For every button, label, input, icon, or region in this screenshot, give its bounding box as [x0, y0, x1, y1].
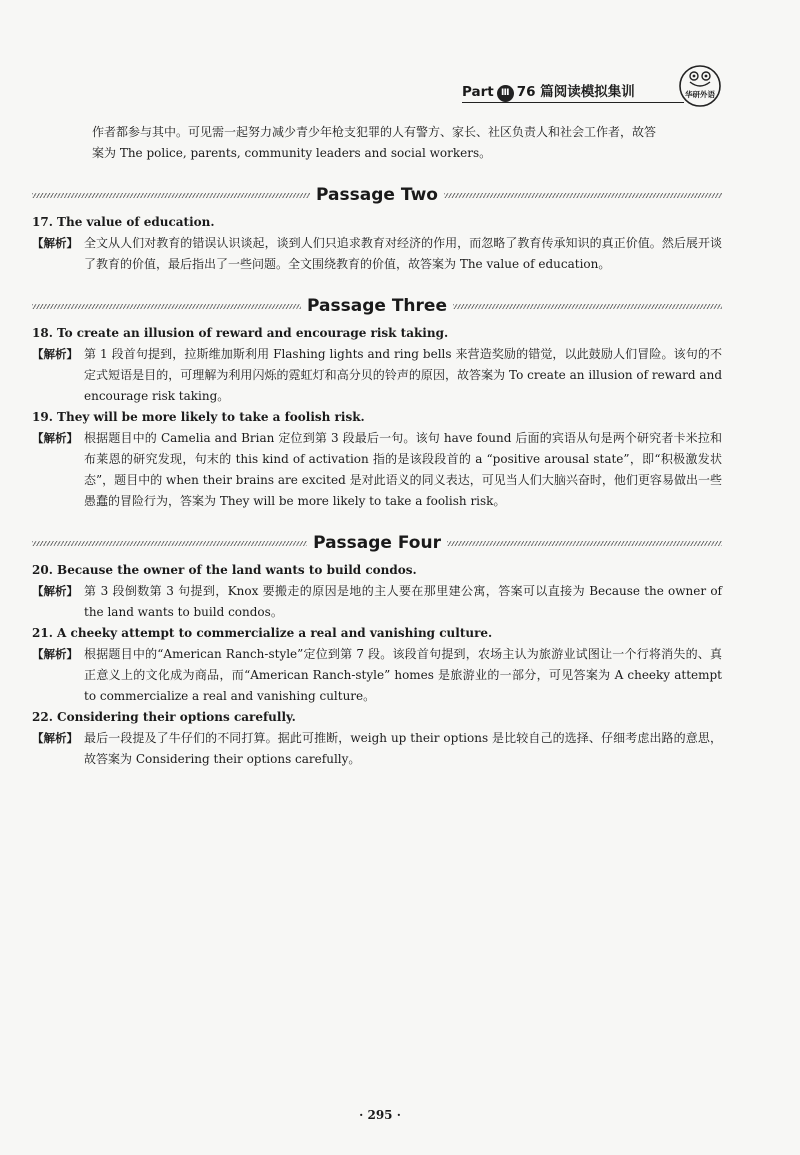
question: 22. Considering their options carefully.	[32, 710, 296, 724]
header-rule	[462, 102, 684, 103]
explanation-text: 最后一段提及了牛仔们的不同打算。据此可推断，weigh up their options 是比较自己的选择、仔细考虑出路的意思，故答案为 Considering their options carefully。	[84, 731, 722, 766]
explanation-tag: 【解析】	[32, 731, 78, 745]
hatch-divider	[32, 541, 307, 546]
hatch-divider	[32, 304, 301, 309]
question: 20. Because the owner of the land wants to build condos.	[32, 563, 417, 577]
page-content	[32, 122, 722, 770]
explanation-text: 根据题目中的 Camelia and Brian 定位到第 3 段最后一句。该句 have found 后面的宾语从句是两个研究者卡米拉和布莱恩的研究发现，句末的 this kind of activation 指的是该段段首的 a “positive arousal state”，即“积极激发状态”，题目中的 when their brains are excited 是对此语义的同义表达，可见当人们大脑兴奋时，他们更容易做出一些愚蠢的冒险行为，答案为 They will be more likely to take a foolish risk。	[84, 431, 722, 508]
hatch-divider	[447, 541, 722, 546]
frog-logo-icon	[678, 64, 722, 108]
header-title-line	[462, 80, 635, 102]
question: 19. They will be more likely to take a foolish risk.	[32, 410, 365, 424]
explanation-text: 第 3 段倒数第 3 句提到，Knox 要搬走的原因是地的主人要在那里建公寓，答案可以直接为 Because the owner of the land wants to build condos。	[84, 584, 722, 619]
explanation-tag: 【解析】	[32, 431, 78, 445]
intro-line-2: 案为 The police, parents, community leaders and social workers。	[92, 146, 492, 160]
book-title: 76 篇阅读模拟集训	[516, 84, 635, 100]
explanation-tag: 【解析】	[32, 347, 78, 361]
explanation-tag: 【解析】	[32, 236, 78, 250]
question: 18. To create an illusion of reward and encourage risk taking.	[32, 326, 449, 340]
passage-heading	[32, 182, 722, 208]
page-number: · 295 ·	[359, 1108, 401, 1122]
question: 17. The value of education.	[32, 215, 215, 229]
explanation	[32, 233, 722, 275]
explanation-tag: 【解析】	[32, 584, 78, 598]
explanation	[32, 581, 722, 623]
explanation-tag: 【解析】	[32, 647, 78, 661]
explanation-text: 根据题目中的“American Ranch-style”定位到第 7 段。该段首句提到，农场主认为旅游业试图让一个行将消失的、真正意义上的文化成为商品，而“American Ranch-style” homes 是旅游业的一部分，可见答案为 A cheeky attempt to commercialize a real and vanishing culture。	[84, 647, 722, 703]
part-number-badge: Ⅲ	[497, 85, 514, 102]
part-label: Part	[462, 84, 494, 100]
explanation	[32, 728, 722, 770]
logo-text: 华研外语	[685, 90, 715, 99]
passage-heading	[32, 530, 722, 556]
hatch-divider	[32, 193, 310, 198]
explanation	[32, 428, 722, 512]
explanation-text: 第 1 段首句提到，拉斯维加斯利用 Flashing lights and ring bells 来营造奖励的错觉，以此鼓励人们冒险。该句的不定式短语是目的，可理解为利用闪烁的霓虹灯和高分贝的铃声的原因，故答案为 To create an illusion of reward and encourage risk taking。	[84, 347, 722, 403]
explanation-text: 全文从人们对教育的错误认识谈起，谈到人们只追求教育对经济的作用，而忽略了教育传承知识的真正价值。然后展开谈了教育的价值，最后指出了一些问题。全文围绕教育的价值，故答案为 The value of education。	[84, 236, 722, 271]
passage-heading	[32, 293, 722, 319]
running-header	[462, 74, 724, 108]
hatch-divider	[444, 193, 722, 198]
hatch-divider	[453, 304, 722, 309]
explanation	[32, 644, 722, 707]
passage-title: Passage Two	[316, 184, 438, 205]
passage-title: Passage Three	[307, 295, 447, 316]
passage-title: Passage Four	[313, 532, 441, 553]
explanation	[32, 344, 722, 407]
publisher-logo	[678, 64, 722, 108]
question: 21. A cheeky attempt to commercialize a real and vanishing culture.	[32, 626, 493, 640]
intro-line-1: 作者都参与其中。可见需一起努力减少青少年枪支犯罪的人有警方、家长、社区负责人和社会工作者，故答	[92, 125, 657, 139]
